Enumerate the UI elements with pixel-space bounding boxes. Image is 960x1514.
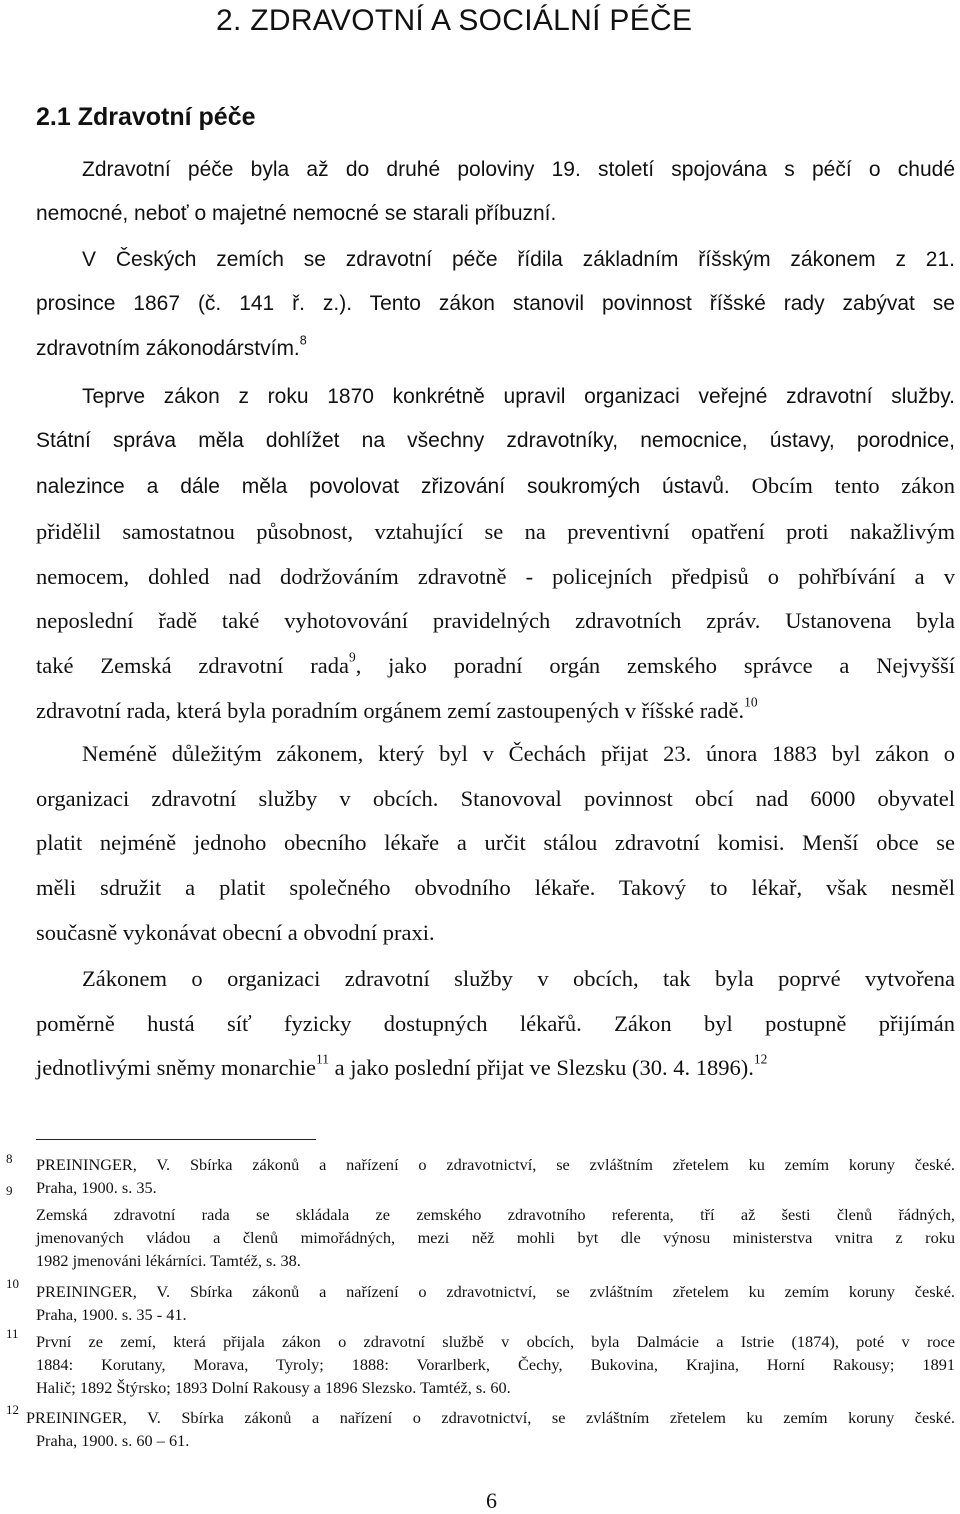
- text-line: [36, 464, 955, 509]
- footnote-mark: 10: [6, 1276, 19, 1291]
- text-span: nalezince a dále měla povolovat zřizování soukromých ústavů.: [36, 474, 730, 498]
- text-line: měli sdružit a platit společného obvodního lékaře. Takový to lékař, však nesměl: [36, 875, 955, 901]
- paragraph-3-continued: [36, 510, 955, 734]
- footnote-ref-11[interactable]: 11: [315, 1051, 329, 1067]
- text-line: platit nejméně jednoho obecního lékaře a určit stálou zdravotní komisi. Menší obce se: [36, 830, 955, 856]
- footnote-line: PREININGER, V. Sbírka zákonů a nařízení o zdravotnictví, se zvláštním zřetelem ku zemím koruny české.: [36, 1155, 955, 1174]
- text-line: Státní správa měla dohlížet na všechny zdravotníky, nemocnice, ústavy, porodnice,: [36, 429, 955, 453]
- text-line: nemocné, neboť o majetné nemocné se starali příbuzní.: [36, 202, 557, 226]
- text-line: nemocem, dohled nad dodržováním zdravotně - policejních předpisů o pohřbívání a v: [36, 563, 955, 589]
- paragraph-3: [36, 375, 955, 509]
- footnote-ref-9[interactable]: 9: [348, 649, 356, 665]
- text-line: organizaci zdravotní služby v obcích. Stanovoval povinnost obcí nad 6000 obyvatel: [36, 785, 955, 811]
- footnote-line: PREININGER, V. Sbírka zákonů a nařízení o zdravotnictví, se zvláštním zřetelem ku zemím koruny české.: [26, 1408, 955, 1427]
- text-line: [36, 644, 955, 689]
- text-line: současně vykonávat obecní a obvodní praxi.: [36, 919, 435, 945]
- paragraph-2: [36, 238, 955, 371]
- footnote-line: jmenovaných vládou a členů mimořádných, mezi něž mohli byt dle výnosu ministerstva vnitra z roku: [36, 1228, 955, 1247]
- footnote-ref-10[interactable]: 10: [744, 694, 758, 710]
- footnote-line: Zemská zdravotní rada se skládala ze zemského zdravotního referenta, tří až šesti členů řádných,: [36, 1205, 955, 1224]
- paragraph-5: [36, 957, 955, 1091]
- footnote-line: 1982 jmenováni lékárníci. Tamtéž, s. 38.: [36, 1251, 301, 1270]
- text-line: prosince 1867 (č. 141 ř. z.). Tento zákon stanovil povinnost říšské rady zabývat se: [36, 292, 955, 316]
- text-line: V Českých zemích se zdravotní péče řídila základním říšským zákonem z 21.: [82, 248, 955, 271]
- paragraph-4: [36, 732, 955, 956]
- paragraph-1: [36, 148, 955, 237]
- footnote-line: První ze zemí, která přijala zákon o zdravotní službě v obcích, byla Dalmácie a Istrie (1874), poté v roce: [36, 1332, 955, 1351]
- text-line: Zákonem o organizaci zdravotní služby v obcích, tak byla poprvé vytvořena: [82, 966, 955, 991]
- footnote-ref-12[interactable]: 12: [753, 1051, 768, 1067]
- text-span: , jako poradní orgán zemského správce a Nejvyšší: [355, 653, 956, 679]
- footnote-mark: 12: [6, 1402, 19, 1417]
- footnote-mark: 11: [6, 1326, 19, 1341]
- text-line: Teprve zákon z roku 1870 konkrétně upravil organizaci veřejné zdravotní služby.: [82, 385, 955, 408]
- text-line: přidělil samostatnou působnost, vztahující se na preventivní opatření proti nakažlivým: [36, 519, 955, 544]
- text-span: také Zemská zdravotní rada: [36, 653, 349, 679]
- text-span: zdravotní rada, která byla poradním orgánem zemí zastoupených v říšské radě.: [36, 697, 745, 723]
- footnote-line: Praha, 1900. s. 35 - 41.: [36, 1305, 187, 1324]
- text-span: jednotlivými sněmy monarchie: [36, 1055, 316, 1081]
- text-span: a jako poslední přijat ve Slezsku (30. 4. 1896).: [328, 1055, 754, 1081]
- text-line: [36, 327, 955, 371]
- footnote-line: Praha, 1900. s. 35.: [36, 1178, 157, 1197]
- text-line: [36, 689, 955, 734]
- text-line: neposlední řadě také vyhotovování pravidelných zdravotních zpráv. Ustanovena byla: [36, 608, 955, 634]
- text-line: [36, 1046, 955, 1091]
- chapter-heading: 2. ZDRAVOTNÍ A SOCIÁLNÍ PÉČE: [216, 4, 693, 37]
- text-line: Neméně důležitým zákonem, který byl v Čechách přijat 23. února 1883 byl zákon o: [82, 741, 955, 766]
- footnote-separator: [36, 1139, 316, 1140]
- page-number: 6: [486, 1488, 497, 1513]
- footnote-mark: 8: [6, 1151, 13, 1166]
- text-span: Obcím tento zákon: [751, 472, 955, 498]
- footnote-line: Praha, 1900. s. 60 – 61.: [36, 1431, 190, 1450]
- footnote-line: 1884: Korutany, Morava, Tyroly; 1888: Vorarlberk, Čechy, Bukovina, Krajina, Horní Rakousy; 1891: [36, 1355, 955, 1374]
- footnote-line: PREININGER, V. Sbírka zákonů a nařízení o zdravotnictví, se zvláštním zřetelem ku zemím koruny české.: [36, 1282, 955, 1301]
- text-line: poměrně hustá síť fyzicky dostupných lékařů. Zákon byl postupně přijímán: [36, 1010, 955, 1036]
- text-span: zdravotním zákonodárstvím.: [36, 336, 300, 360]
- footnote-line: Halič; 1892 Štýrsko; 1893 Dolní Rakousy a 1896 Slezsko. Tamtéž, s. 60.: [36, 1378, 511, 1397]
- footnote-mark: 9: [6, 1183, 13, 1198]
- section-heading: 2.1 Zdravotní péče: [36, 103, 256, 131]
- text-line: Zdravotní péče byla až do druhé poloviny 19. století spojována s péčí o chudé: [82, 158, 955, 181]
- footnote-ref-8[interactable]: 8: [299, 333, 307, 348]
